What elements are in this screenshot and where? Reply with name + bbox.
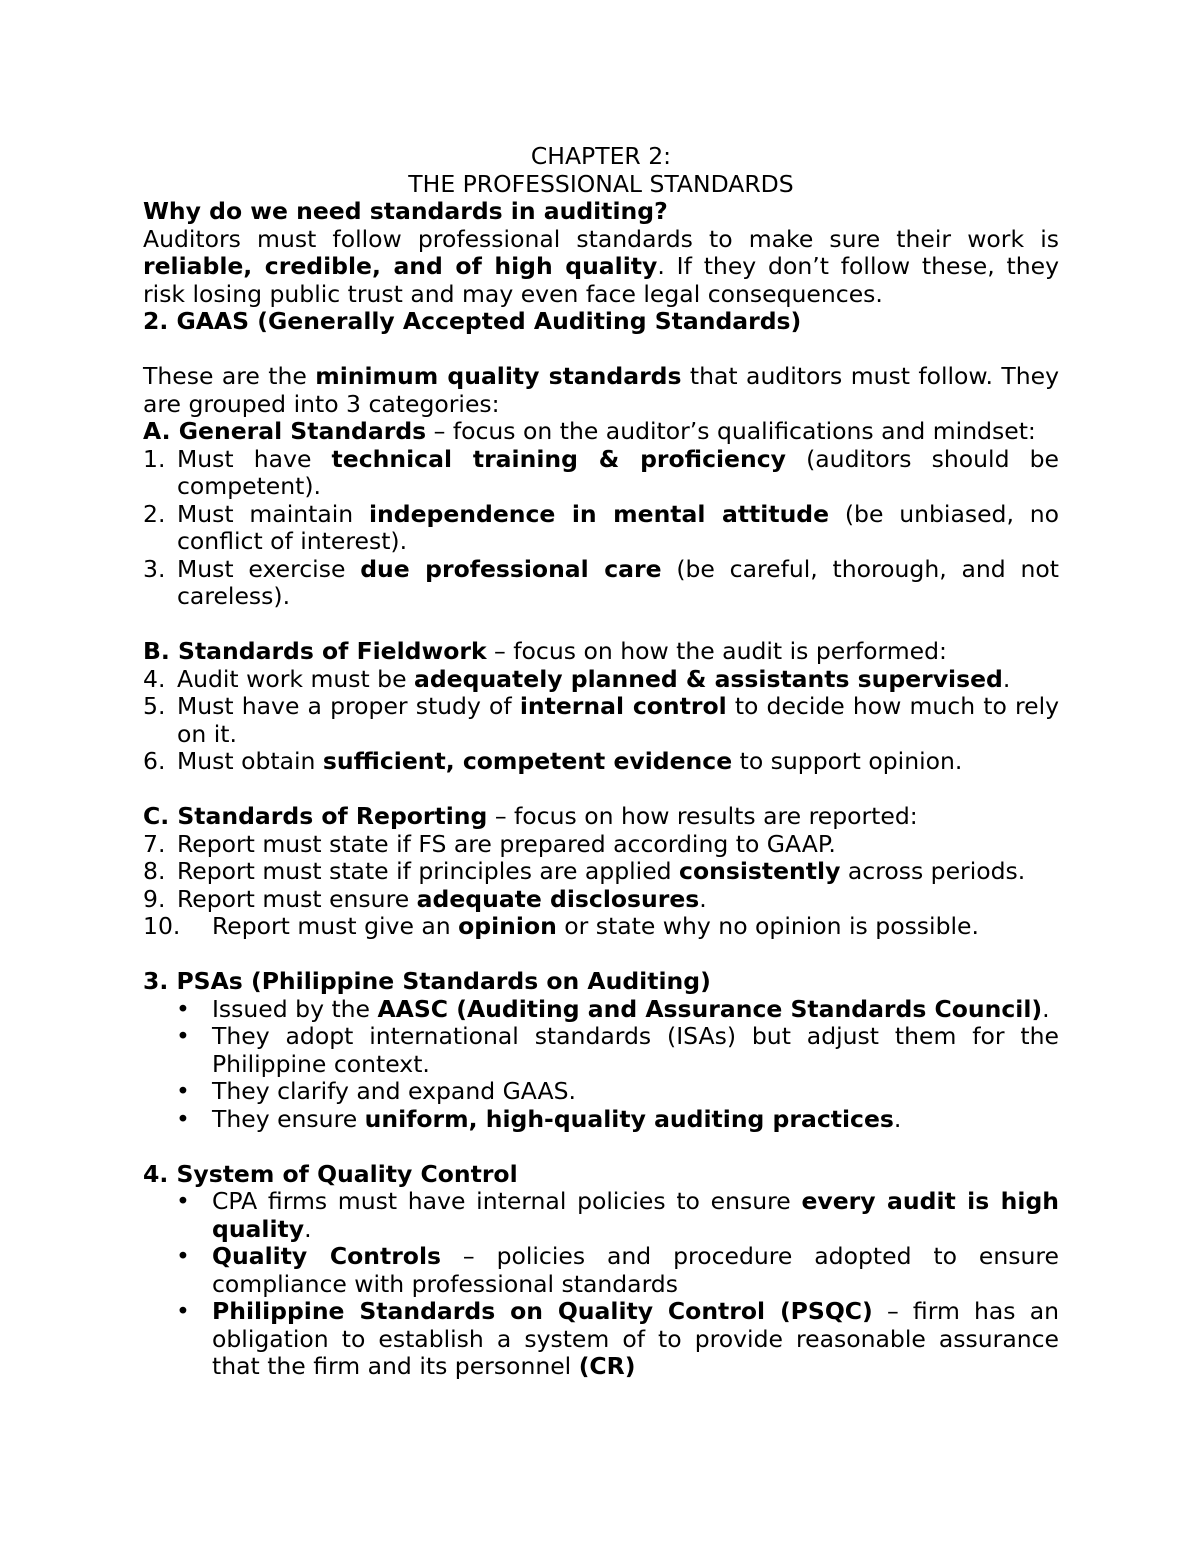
intro-text-bold: reliable, credible, and of high quality [143,252,658,280]
item-number: 10. [143,912,181,940]
psa-heading-text: 3. PSAs (Philippine Standards on Auditing) [143,967,711,995]
list-item [143,858,1059,886]
general-standards-desc: – focus on the auditor’s qualifications and mindset: [426,417,1036,445]
item-text: Must maintain independence in mental attitude (be unbiased, no conflict of interest). [177,499,1059,555]
item-text: Report must state if FS are prepared according to GAAP. [177,829,836,858]
intro-paragraph [143,226,1059,309]
gaas-text-bold: minimum quality standards [315,362,682,390]
list-item [143,748,1059,776]
bullet-icon: • [176,1297,190,1325]
item-text: They ensure uniform, high-quality auditing practices. [212,1104,902,1133]
item-number: 6. [143,747,166,775]
item-text: Report must give an opinion or state why no opinion is possible. [212,912,979,940]
item-number: 4. [143,664,166,693]
bullet-icon: • [176,1077,190,1105]
general-standards-heading [143,418,1059,446]
item-number: 9. [143,884,166,913]
list-item [143,1106,1059,1134]
list-item [143,831,1059,859]
bullet-icon: • [176,1242,190,1270]
bullet-icon: • [176,994,190,1023]
gaas-paragraph [143,363,1059,418]
list-item [143,1023,1059,1078]
item-text: Quality Controls – policies and procedure adopted to ensure compliance with professional standards [212,1242,1060,1298]
gaas-heading-text: 2. GAAS (Generally Accepted Auditing Standards) [143,307,802,335]
list-item [143,446,1059,501]
item-text: Audit work must be adequately planned & assistants supervised. [177,664,1011,693]
gaas-text-b: that auditors must follow. They are grouped into 3 categories: [143,362,1059,418]
item-number: 2. [143,499,166,528]
spacer [143,336,1059,364]
document-page [143,143,1059,1381]
item-text: They adopt international standards (ISAs) but adjust them for the Philippine context. [212,1022,1059,1078]
chapter-title: THE PROFESSIONAL STANDARDS [408,169,794,198]
intro-text-b: . If they don’t follow these, they risk losing public trust and may even face legal consequences. [143,252,1059,308]
intro-question [143,198,1059,226]
gaas-text-a: These are the [143,362,316,390]
sqc-heading-text: 4. System of Quality Control [143,1159,518,1188]
list-item [143,556,1059,611]
list-item [143,886,1059,914]
item-text: Philippine Standards on Quality Control (PSQC) – firm has an obligation to establish a system of to provide reasonable assurance that the firm and its personnel (CR) [212,1297,1060,1380]
reporting-heading [143,803,1059,831]
item-number: 7. [143,829,166,858]
item-text: CPA firms must have internal policies to ensure every audit is high quality. [212,1187,1060,1243]
item-number: 3. [143,554,166,583]
spacer [143,611,1059,639]
reporting-label: C. Standards of Reporting [143,802,488,830]
intro-question-text: Why do we need standards in auditing? [143,197,668,225]
item-text: Must have technical training & proficiency (auditors should be competent). [177,444,1060,500]
spacer [143,776,1059,804]
fieldwork-heading [143,638,1059,666]
list-item [143,996,1059,1024]
intro-text-a: Auditors must follow professional standards to make sure their work is [143,224,1059,253]
chapter-number: CHAPTER 2: [530,142,672,170]
list-item [143,693,1059,748]
bullet-icon: • [176,1187,190,1215]
item-number: 5. [143,692,166,720]
fieldwork-label: B. Standards of Fieldwork [143,637,487,665]
general-standards-label: A. General Standards [143,417,427,445]
item-text: Must have a proper study of internal control to decide how much to rely on it. [177,692,1060,748]
gaas-heading [143,308,1059,336]
reporting-desc: – focus on how results are reported: [487,802,918,830]
list-item [143,501,1059,556]
sqc-heading [143,1161,1059,1189]
fieldwork-desc: – focus on how the audit is performed: [486,637,947,665]
spacer [143,1133,1059,1161]
item-text: Issued by the AASC (Auditing and Assurance Standards Council). [212,994,1050,1023]
list-item [143,666,1059,694]
item-text: Report must ensure adequate disclosures. [177,884,707,913]
bullet-icon: • [176,1022,190,1050]
item-text: They clarify and expand GAAS. [212,1077,576,1105]
list-item [143,1298,1059,1381]
bullet-icon: • [176,1104,190,1133]
item-number: 1. [143,444,166,473]
item-text: Must exercise due professional care (be careful, thorough, and not careless). [177,554,1059,610]
list-item [143,1078,1059,1106]
spacer [143,941,1059,969]
list-item [143,1188,1059,1243]
item-text: Report must state if principles are applied consistently across periods. [177,857,1026,885]
item-text: Must obtain sufficient, competent evidence to support opinion. [177,747,963,775]
list-item [143,913,1059,941]
item-number: 8. [143,857,166,885]
list-item [143,1243,1059,1298]
psa-heading [143,968,1059,996]
